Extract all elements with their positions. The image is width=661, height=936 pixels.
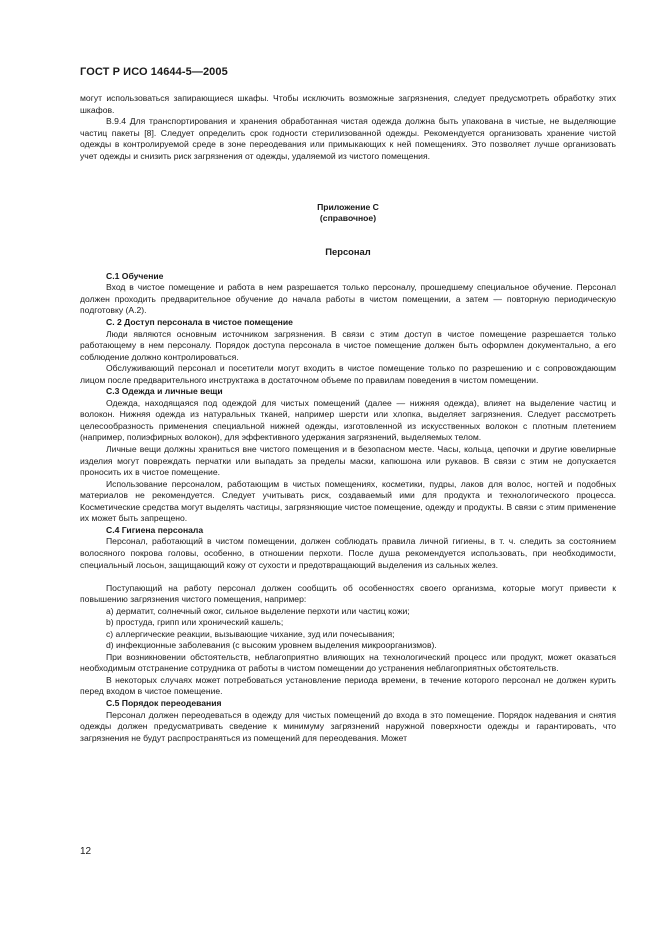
annex-heading — [80, 202, 616, 224]
section-c3-heading: С.3 Одежда и личные вещи — [106, 386, 223, 397]
section-c2-heading: С. 2 Доступ персонала в чистое помещение — [106, 317, 293, 328]
section-c4-heading: С.4 Гигиена персонала — [106, 524, 204, 535]
standard-header: ГОСТ Р ИСО 14644-5—2005 — [80, 66, 228, 78]
list-item: b) простуда, грипп или хронический кашель; — [106, 617, 284, 628]
page-number: 12 — [80, 846, 92, 857]
section-c5-heading: С.5 Порядок переодевания — [106, 698, 222, 709]
section-c4-paragraph-4: В некоторых случаях может потребоваться установление периода времени, в течение которого персонал не должен курить перед входом в чистое помещение. — [80, 674, 616, 697]
section-c1-paragraph: Вход в чистое помещение и работа в нем разрешается только персоналу, прошедшему специальное обучение. Персонал должен проходить предварительное обучение до начала работы в чистом помещении, а затем — повторную периодическую подготовку (А.2). — [80, 282, 616, 316]
intro-paragraph-1: могут использоваться запирающиеся шкафы. Чтобы исключить возможные загрязнения, следует предусмотреть обработку этих шкафов. — [80, 93, 616, 115]
annex-status: (справочное) — [319, 213, 377, 224]
list-item: с) аллергические реакции, вызывающие чихание, зуд или почесывания; — [106, 628, 395, 639]
list-item: а) дерматит, солнечный ожог, сильное выделение перхоти или частиц кожи; — [106, 605, 410, 616]
section-c2-paragraph-1: Люди являются основным источником загрязнения. В связи с этим доступ в чистое помещение разрешается только работающему в нем персоналу. Порядок доступа персонала в чистое помещение должен быть оформлен документально, а его соблюдение должно контролироваться. — [80, 328, 616, 362]
section-c4-paragraph-1: Персонал, работающий в чистом помещении, должен соблюдать правила личной гигиены, в т. ч. следить за состоянием волосяного покрова головы, особенно, в отношении перхоти. После душа рекомендуется использовать, при необходимости, специальный лосьон, защищающий кожу от сухости и предотвращающий выделения из сальных желез. — [80, 536, 616, 570]
annex-label: Приложение С — [317, 202, 379, 213]
section-c2-paragraph-2: Обслуживающий персонал и посетители могут входить в чистое помещение только по разрешению и с сопровождающим лицом после предварительного инструктажа в достаточном объеме по правилам поведения в чистом помещении. — [80, 363, 616, 385]
page-content — [80, 93, 616, 744]
section-c3-paragraph-1: Одежда, находящаяся под одеждой для чистых помещений (далее — нижняя одежда), влияет на выделение частиц и волокон. Нижняя одежда из натуральных тканей, например шерсти или хлопка, выделяет загрязнения. Следует рассмотреть целесообразность применения специальной нижней одежды, изготовленной из искусственных волокон с плотным плетением (например, полиэфирных волокон), для эффективного удержания загрязнений, выделяемых телом. — [80, 397, 616, 443]
section-c3-paragraph-2: Личные вещи должны храниться вне чистого помещения и в безопасном месте. Часы, кольца, цепочки и другие ювелирные изделия могут повреждать перчатки или выпадать за пределы маски, капюшона или рукавов. В связи с этим не допускается проносить их в чистое помещение. — [80, 444, 616, 478]
intro-paragraph-2: В.9.4 Для транспортирования и хранения обработанная чистая одежда должна быть упакована в чистые, не выделяющие частиц пакеты [8]. Следует определить срок годности стерилизованной одежды. Рекомендуется организовать хранение чистой одежды в контролируемой среде в зоне переодевания или примыкающих к ней помещениях. Это позволяет лучше организовать учет одежды и снизить риск загрязнения от одежды, удаляемой из чистого помещения. — [80, 116, 616, 161]
section-c4-paragraph-2: Поступающий на работу персонал должен сообщить об особенностях своего организма, которые могут привести к повышению загрязнения чистого помещения, например: — [80, 582, 616, 605]
annex-title: Персонал — [325, 246, 371, 258]
section-c5-paragraph-1: Персонал должен переодеваться в одежду для чистых помещений до входа в это помещение. Порядок надевания и снятия одежды должен предусматривать сведение к минимуму загрязнений наружной поверхности одежды и гарантировать, что загрязнения не будут распространяться из помещений для переодевания. Может — [80, 709, 616, 743]
section-c3-paragraph-3: Использование персоналом, работающим в чистых помещениях, косметики, пудры, лаков для волос, ногтей и подобных материалов не рекомендуется. Следует учитывать риск, создаваемый ими для продукта и технологического процесса. Косметические средства могут выделять частицы, загрязняющие чистое помещение, одежду и продукты. В связи с этим применение их может быть запрещено. — [80, 478, 616, 524]
section-c1-heading: С.1 Обучение — [106, 270, 164, 281]
list-item: d) инфекционные заболевания (с высоким уровнем выделения микроорганизмов). — [106, 640, 437, 651]
section-c4-paragraph-3: При возникновении обстоятельств, неблагоприятно влияющих на технологический процесс или продукт, может оказаться необходимым отстранение сотрудника от работы в чистом помещении до устранения неблагоприятных обстоятельств. — [80, 651, 616, 674]
